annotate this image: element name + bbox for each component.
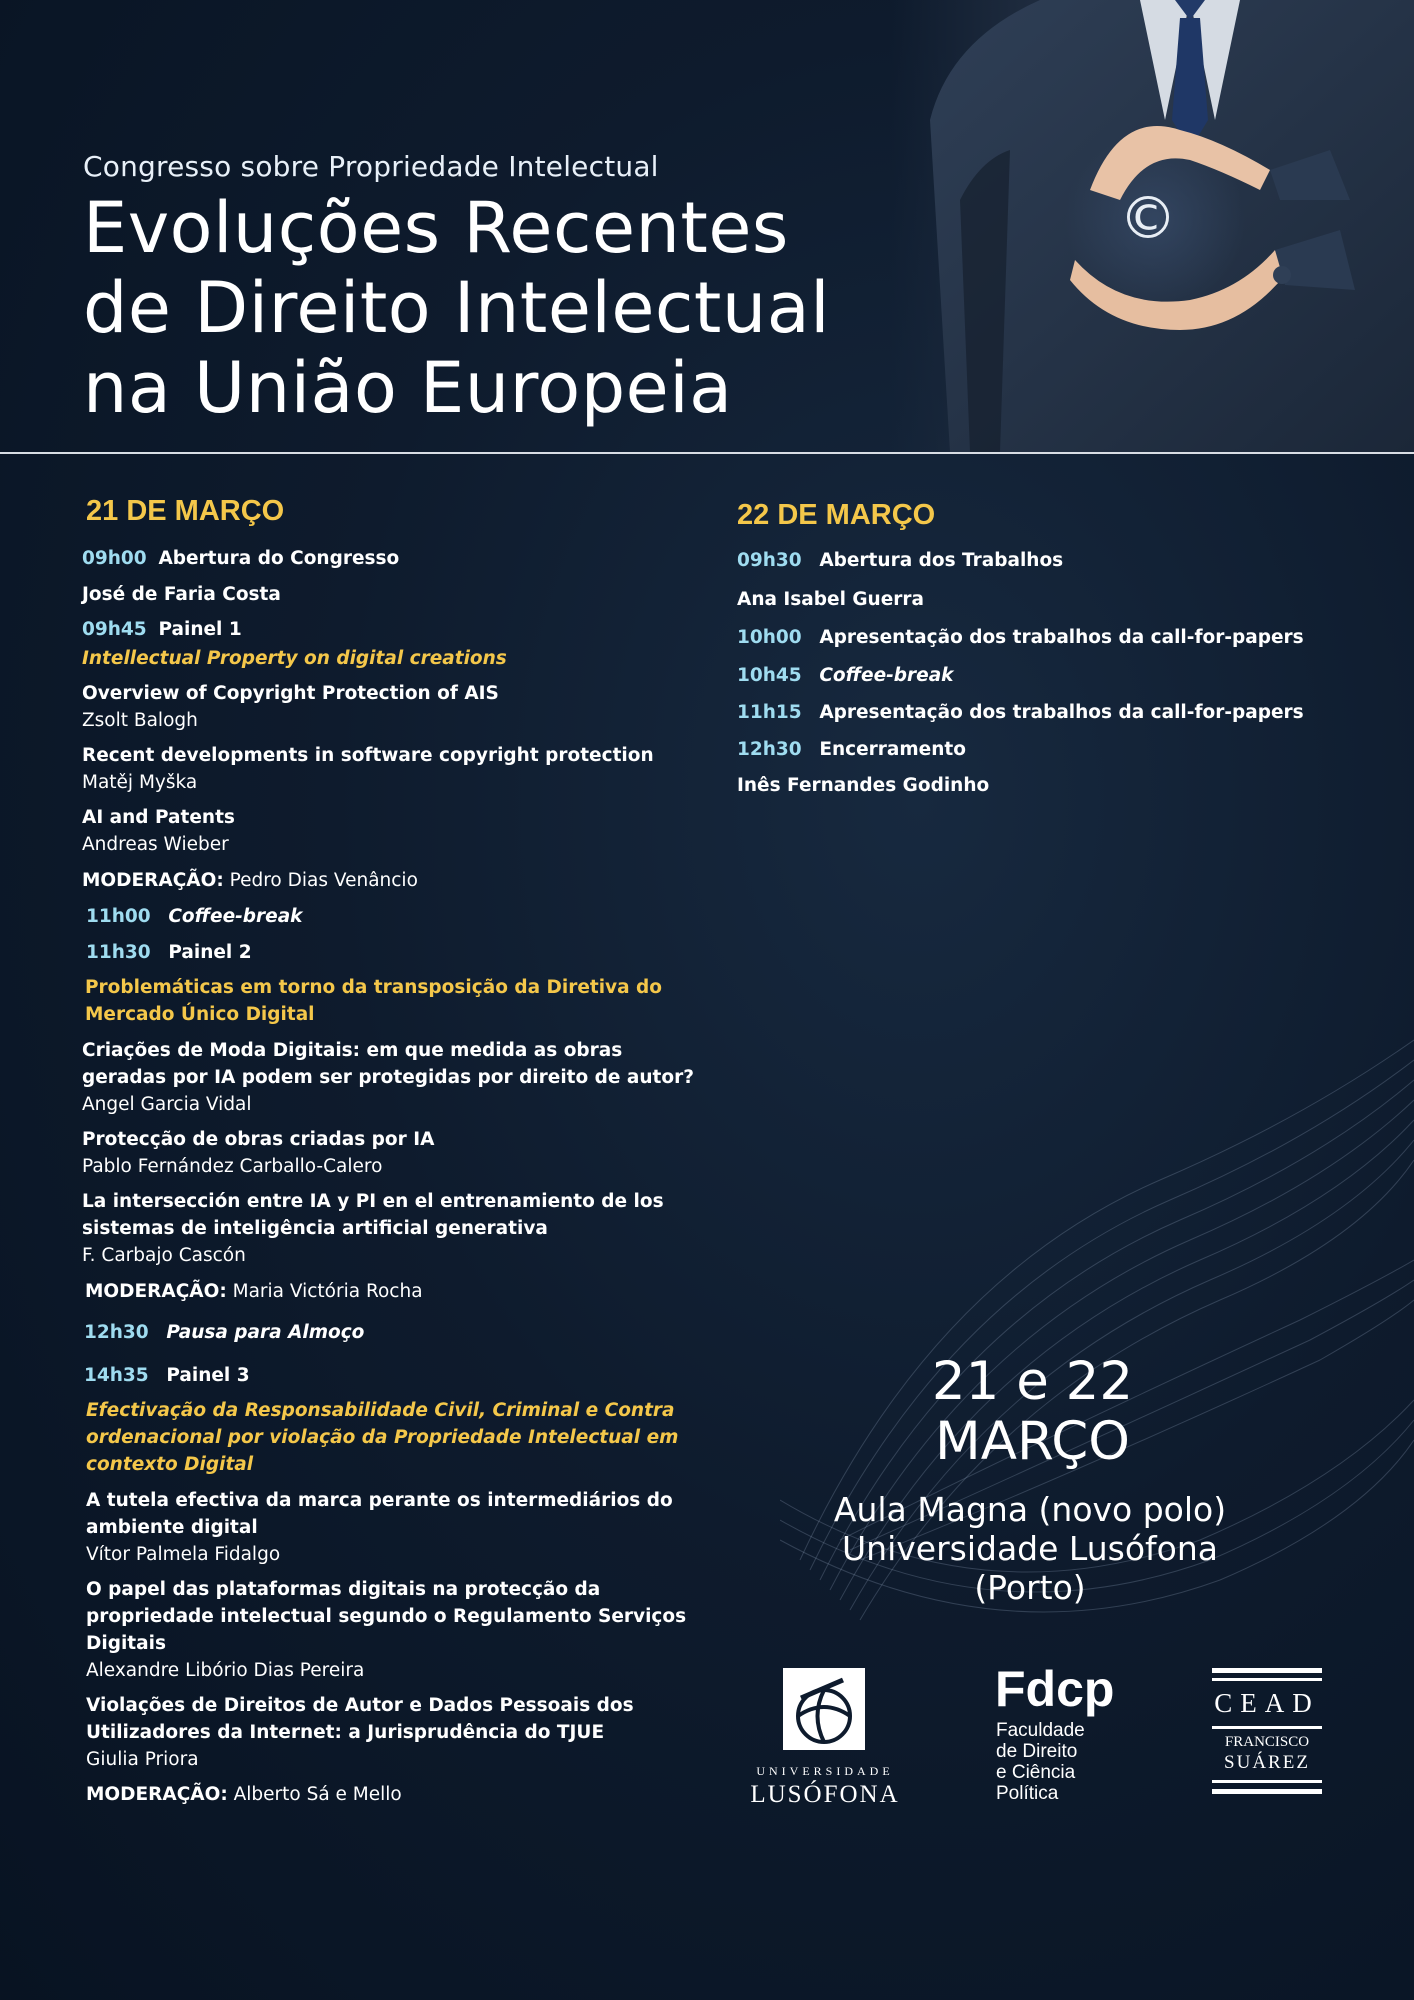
schedule-item (82, 548, 399, 569)
time-label: 11h00 (86, 906, 151, 927)
break-label: Coffee-break (819, 665, 954, 686)
talk-speaker: Pablo Fernández Carballo-Calero (82, 1156, 383, 1177)
talk-title: Criações de Moda Digitais: em que medida as obras (82, 1040, 623, 1061)
talk-speaker: Giulia Priora (86, 1749, 199, 1770)
schedule-item (86, 942, 252, 963)
talk-title: propriedade intelectual segundo o Regulamento Serviços (86, 1606, 687, 1627)
panel-theme: Problemáticas em torno da transposição da Diretiva do (85, 977, 662, 998)
talk-speaker: Alexandre Libório Dias Pereira (86, 1660, 365, 1681)
day2-heading: 22 DE MARÇO (737, 499, 936, 531)
moderation (82, 870, 418, 891)
talk-title: A tutela efectiva da marca perante os intermediários do (86, 1490, 673, 1511)
schedule-item (84, 1322, 364, 1343)
session-label: Encerramento (819, 739, 966, 760)
session-label: Apresentação dos trabalhos da call-for-papers (819, 627, 1304, 648)
fdcp-line: e Ciência (996, 1762, 1076, 1783)
cead-bar (1212, 1726, 1322, 1729)
header-divider (0, 452, 1414, 454)
cead-bar (1212, 1678, 1322, 1681)
time-label: 12h30 (737, 739, 802, 760)
schedule-item (737, 702, 1304, 723)
session-label: Abertura dos Trabalhos (819, 550, 1064, 571)
schedule-item (84, 1365, 250, 1386)
schedule-item (737, 739, 966, 760)
title-line: de Direito Intelectual (83, 267, 831, 349)
event-subtitle: Congresso sobre Propriedade Intelectual (83, 150, 659, 183)
session-label: Apresentação dos trabalhos da call-for-papers (819, 702, 1304, 723)
panel-label: Painel 1 (158, 619, 242, 640)
moderation-label: MODERAÇÃO: (82, 870, 224, 891)
talk-title: Digitais (86, 1633, 166, 1654)
talk-speaker: Matěj Myška (82, 772, 198, 793)
panel-theme: ordenacional por violação da Propriedade Intelectual em (86, 1427, 679, 1448)
event-title (83, 188, 830, 428)
fdcp-logo (995, 1660, 1145, 1815)
speaker: Inês Fernandes Godinho (737, 775, 990, 796)
talk-title: Violações de Direitos de Autor e Dados Pessoais dos (86, 1695, 634, 1716)
venue-line: Aula Magna (novo polo) (833, 1490, 1227, 1529)
panel-theme: Intellectual Property on digital creations (82, 648, 507, 669)
time-label: 12h30 (84, 1322, 149, 1343)
talk-title: Protecção de obras criadas por IA (82, 1129, 435, 1150)
cead-bar (1212, 1668, 1322, 1673)
schedule-item (86, 906, 303, 927)
speaker: José de Faria Costa (82, 584, 281, 605)
session-label: Abertura do Congresso (158, 548, 400, 569)
talk-speaker: Andreas Wieber (82, 834, 229, 855)
talk-speaker: Angel Garcia Vidal (82, 1094, 252, 1115)
talk-title: Utilizadores da Internet: a Jurisprudência do TJUE (86, 1722, 605, 1743)
fdcp-line: de Direito (996, 1741, 1078, 1762)
cead-logo (1212, 1668, 1322, 1810)
day1-heading: 21 DE MARÇO (86, 495, 285, 527)
venue-line: Universidade Lusófona (842, 1529, 1218, 1568)
cead-line1: FRANCISCO (1224, 1734, 1310, 1750)
moderation (86, 1784, 402, 1805)
talk-speaker: Zsolt Balogh (82, 710, 198, 731)
fdcp-mark: Fdcp (995, 1661, 1115, 1717)
panel-theme: contexto Digital (86, 1454, 254, 1475)
schedule-item (82, 619, 242, 640)
lusofona-line1: UNIVERSIDADE (756, 1764, 894, 1778)
talk-title: ambiente digital (86, 1517, 258, 1538)
time-label: 11h15 (737, 702, 802, 723)
cead-bar (1212, 1780, 1322, 1783)
cead-top: CEAD (1214, 1688, 1320, 1718)
moderation (85, 1281, 423, 1302)
moderator: Alberto Sá e Mello (233, 1784, 402, 1805)
moderation-label: MODERAÇÃO: (86, 1784, 228, 1805)
cead-bar (1212, 1789, 1322, 1794)
fdcp-caption (996, 1720, 1085, 1804)
event-date (880, 1352, 1185, 1472)
globe-emblem-icon (783, 1668, 865, 1750)
venue-line: (Porto) (974, 1568, 1086, 1607)
schedule-item (737, 550, 1063, 571)
panel-theme: Mercado Único Digital (85, 1004, 315, 1025)
fdcp-line: Política (996, 1783, 1059, 1804)
schedule-item (737, 627, 1304, 648)
lusofona-logo (740, 1668, 910, 1813)
fdcp-line: Faculdade (996, 1720, 1085, 1741)
moderation-label: MODERAÇÃO: (85, 1281, 227, 1302)
lusofona-line2: LUSÓFONA (750, 1781, 900, 1808)
talk-title: Recent developments in software copyright protection (82, 745, 654, 766)
talk-title: O papel das plataformas digitais na protecção da (86, 1579, 601, 1600)
moderator: Maria Victória Rocha (232, 1281, 423, 1302)
copyright-icon: © (1119, 184, 1177, 252)
speaker: Ana Isabel Guerra (737, 589, 924, 610)
event-venue (800, 1490, 1260, 1607)
time-label: 14h35 (84, 1365, 149, 1386)
time-label: 09h45 (82, 619, 147, 640)
businessman-illustration (890, 0, 1414, 452)
panel-label: Painel 2 (168, 942, 252, 963)
talk-speaker: Vítor Palmela Fidalgo (86, 1544, 281, 1565)
hero-image (890, 0, 1414, 452)
date-line: 21 e 22 (931, 1351, 1134, 1412)
time-label: 09h00 (82, 548, 147, 569)
talk-title: sistemas de inteligência artificial generativa (82, 1218, 548, 1239)
time-label: 10h00 (737, 627, 802, 648)
title-line: na União Europeia (83, 347, 733, 429)
talk-title: Overview of Copyright Protection of AIS (82, 683, 499, 704)
moderator: Pedro Dias Venâncio (229, 870, 418, 891)
talk-title: geradas por IA podem ser protegidas por direito de autor? (82, 1067, 694, 1088)
talk-title: AI and Patents (82, 807, 235, 828)
time-label: 10h45 (737, 665, 802, 686)
panel-theme: Efectivação da Responsabilidade Civil, Criminal e Contra (86, 1400, 675, 1421)
title-line: Evoluções Recentes (83, 187, 789, 269)
panel-label: Painel 3 (166, 1365, 250, 1386)
break-label: Pausa para Almoço (166, 1322, 365, 1343)
cead-line2: SUÁREZ (1224, 1752, 1310, 1773)
talk-speaker: F. Carbajo Cascón (82, 1245, 246, 1266)
break-label: Coffee-break (168, 906, 303, 927)
talk-title: La intersección entre IA y PI en el entrenamiento de los (82, 1191, 664, 1212)
time-label: 09h30 (737, 550, 802, 571)
date-line: MARÇO (935, 1411, 1130, 1472)
schedule-item (737, 665, 954, 686)
time-label: 11h30 (86, 942, 151, 963)
